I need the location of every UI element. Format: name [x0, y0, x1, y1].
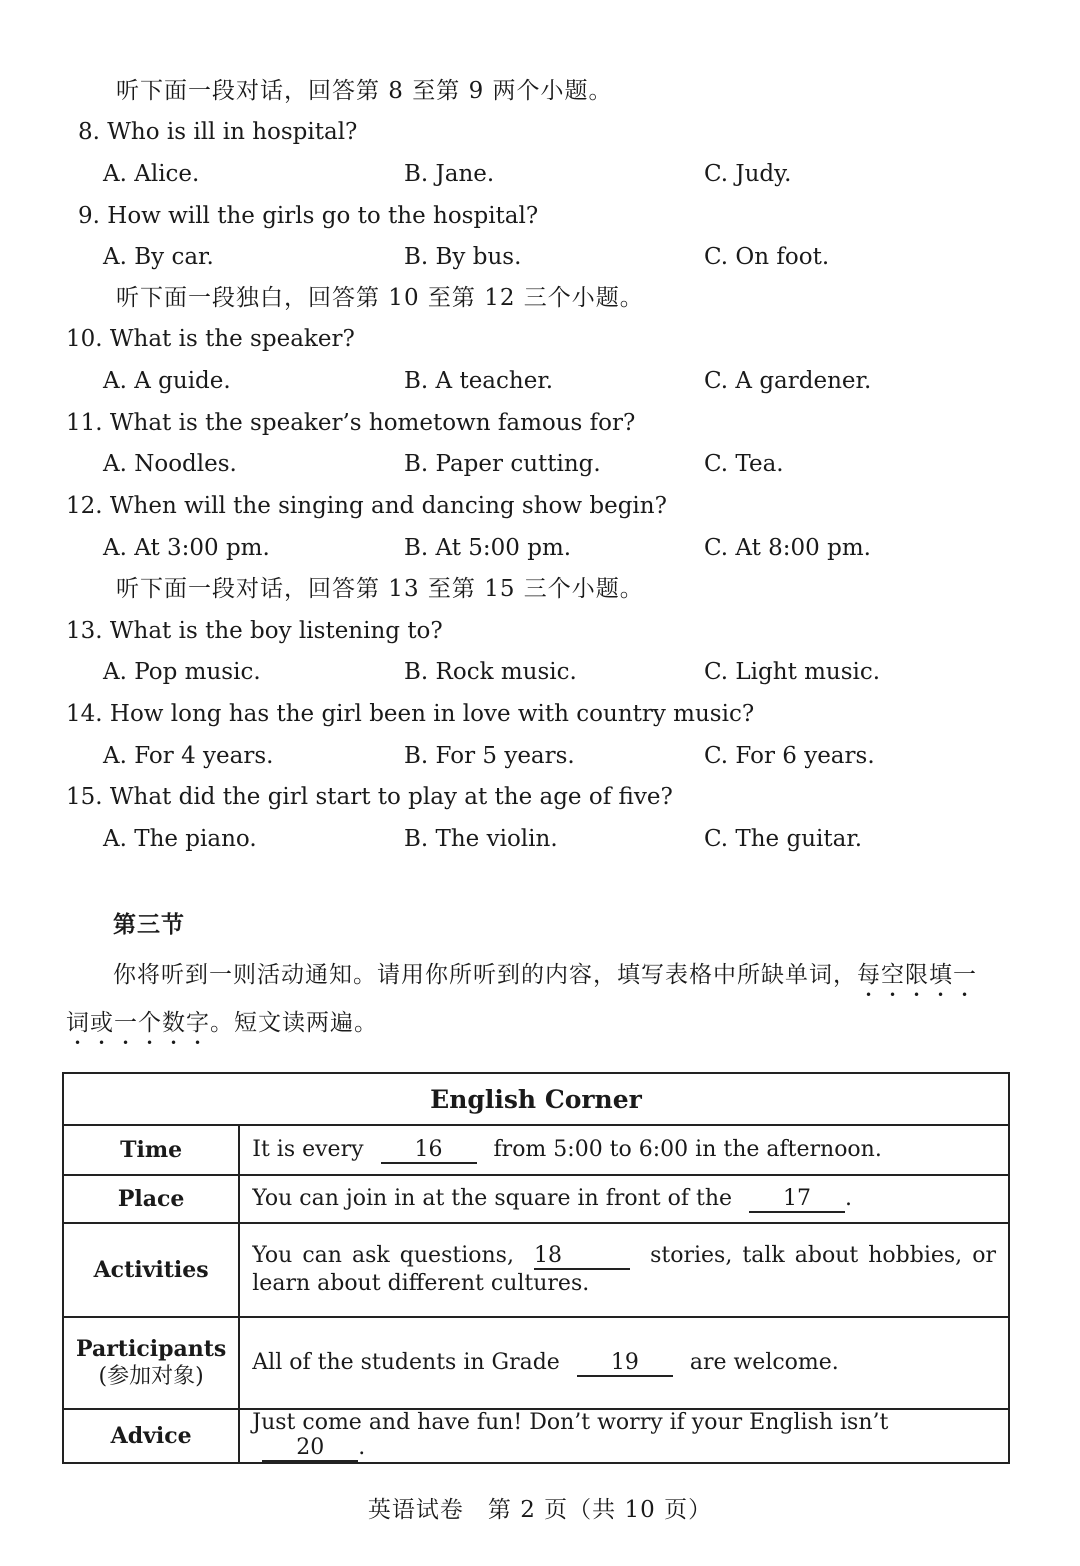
row-label-time: Time	[63, 1125, 239, 1175]
q8-option-b: B. Jane.	[404, 161, 495, 187]
q14-option-b: B. For 5 years.	[404, 743, 575, 769]
place-pre: You can join in at the square in front of the	[252, 1185, 733, 1211]
q8-option-c: C. Judy.	[704, 161, 792, 187]
activities-post: stories, talk about hobbies, or learn about different cultures.	[252, 1243, 996, 1296]
activities-pre: You can ask questions,	[252, 1243, 514, 1268]
q13-option-a: A. Pop music.	[103, 659, 261, 685]
q11-option-b: B. Paper cutting.	[404, 451, 601, 477]
q8-option-a: A. Alice.	[103, 161, 200, 187]
instruction-part: 你将听到一则活动通知。请用你所听到的内容，填写表格中所缺单词，	[113, 962, 857, 988]
participants-post: are welcome.	[689, 1349, 839, 1375]
question-8: 8. Who is ill in hospital?	[78, 119, 358, 145]
row-label-participants	[63, 1317, 239, 1409]
q11-option-a: A. Noodles.	[103, 451, 237, 477]
q9-option-c: C. On foot.	[704, 244, 830, 270]
place-post: .	[845, 1185, 853, 1211]
participants-sublabel: (参加对象)	[98, 1364, 204, 1389]
q12-option-a: A. At 3:00 pm.	[103, 535, 270, 561]
q13-option-c: C. Light music.	[704, 659, 881, 685]
blank-20[interactable]: 20	[262, 1436, 358, 1462]
time-pre: It is every	[252, 1136, 364, 1162]
table-title: English Corner	[63, 1073, 1009, 1125]
q9-option-b: B. By bus.	[404, 244, 522, 270]
q12-option-b: B. At 5:00 pm.	[404, 535, 572, 561]
question-12: 12. When will the singing and dancing show begin?	[66, 493, 667, 519]
row-content-advice	[239, 1409, 1009, 1463]
q15-option-b: B. The violin.	[404, 826, 558, 852]
row-label-place: Place	[63, 1175, 239, 1223]
table-row-activities	[63, 1223, 1009, 1317]
row-content-place	[239, 1175, 1009, 1223]
row-label-advice: Advice	[63, 1409, 239, 1463]
english-corner-table	[62, 1072, 1010, 1464]
instruction-10-12: 听下面一段独白，回答第 10 至第 12 三个小题。	[116, 285, 644, 311]
question-15: 15. What did the girl start to play at the age of five?	[66, 784, 673, 810]
q10-option-b: B. A teacher.	[404, 368, 554, 394]
question-11: 11. What is the speaker’s hometown famous for?	[66, 410, 636, 436]
q14-option-c: C. For 6 years.	[704, 743, 875, 769]
question-14: 14. How long has the girl been in love with country music?	[66, 701, 755, 727]
section-instruction-line2	[66, 1008, 378, 1050]
row-content-activities	[239, 1223, 1009, 1317]
table-row-participants	[63, 1317, 1009, 1409]
question-10: 10. What is the speaker?	[66, 326, 355, 352]
table-row-advice	[63, 1409, 1009, 1463]
time-post: from 5:00 to 6:00 in the afternoon.	[493, 1136, 882, 1162]
page-footer: 英语试卷 第 2 页（共 10 页）	[367, 1497, 713, 1523]
row-content-participants	[239, 1317, 1009, 1409]
table-row-place	[63, 1175, 1009, 1223]
instruction-emphasis: 词或一个数字	[66, 1010, 210, 1036]
q14-option-a: A. For 4 years.	[103, 743, 274, 769]
section-instruction-line1	[113, 960, 977, 1002]
q15-option-a: A. The piano.	[103, 826, 257, 852]
participants-label: Participants	[76, 1336, 227, 1362]
table-row-time	[63, 1125, 1009, 1175]
q13-option-b: B. Rock music.	[404, 659, 577, 685]
q9-option-a: A. By car.	[103, 244, 214, 270]
instruction-part: 。短文读两遍。	[210, 1010, 378, 1036]
blank-18[interactable]: 18	[534, 1244, 630, 1270]
q10-option-c: C. A gardener.	[704, 368, 872, 394]
section-heading: 第三节	[113, 911, 185, 938]
instruction-13-15: 听下面一段对话，回答第 13 至第 15 三个小题。	[116, 576, 644, 602]
blank-17[interactable]: 17	[749, 1187, 845, 1213]
participants-pre: All of the students in Grade	[252, 1349, 560, 1375]
q12-option-c: C. At 8:00 pm.	[704, 535, 871, 561]
row-label-activities: Activities	[63, 1223, 239, 1317]
question-13: 13. What is the boy listening to?	[66, 618, 443, 644]
row-content-time	[239, 1125, 1009, 1175]
advice-post: .	[358, 1435, 366, 1460]
instruction-emphasis: 每空限填一	[857, 962, 977, 988]
q15-option-c: C. The guitar.	[704, 826, 863, 852]
q11-option-c: C. Tea.	[704, 451, 784, 477]
q10-option-a: A. A guide.	[103, 368, 231, 394]
instruction-8-9: 听下面一段对话，回答第 8 至第 9 两个小题。	[116, 78, 613, 104]
question-9: 9. How will the girls go to the hospital?	[78, 203, 539, 229]
blank-16[interactable]: 16	[381, 1138, 477, 1164]
advice-pre: Just come and have fun! Don’t worry if your English isn’t	[252, 1410, 889, 1435]
blank-19[interactable]: 19	[577, 1351, 673, 1377]
